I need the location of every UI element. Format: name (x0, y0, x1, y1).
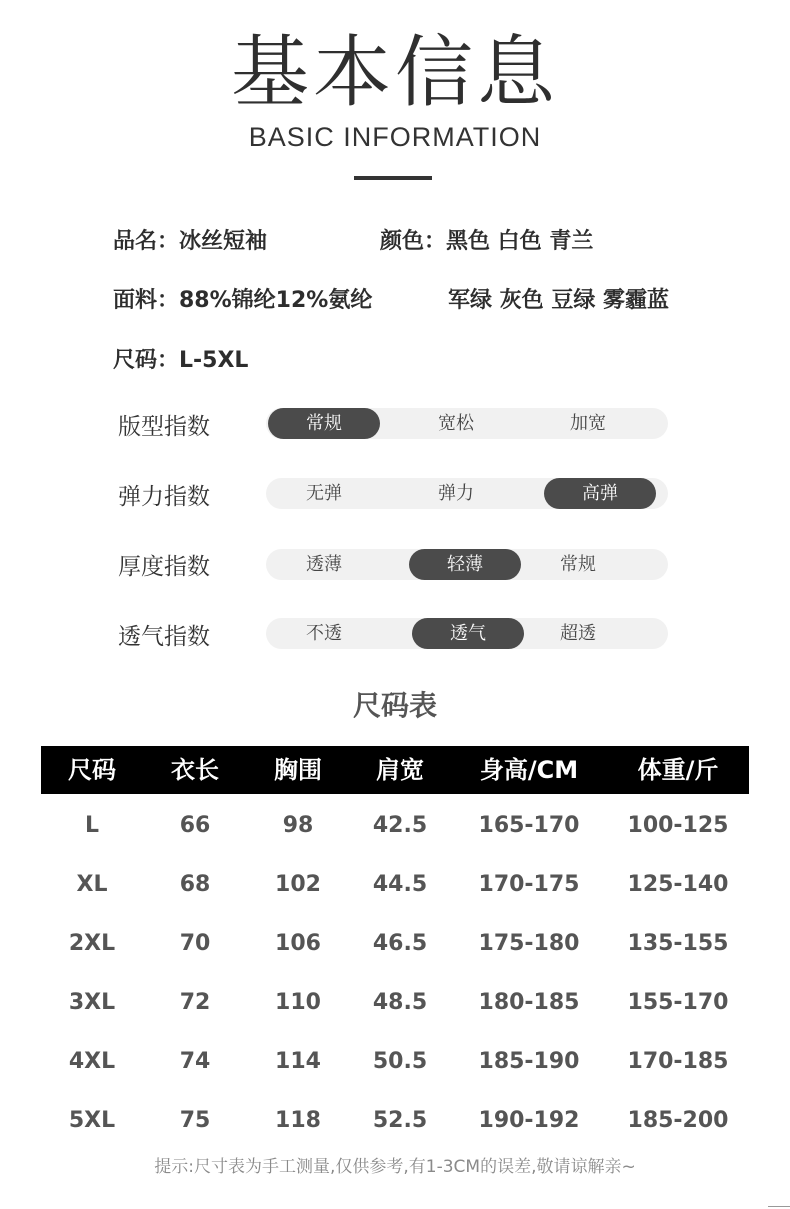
rating-label: 版型指数 (118, 414, 210, 440)
rating-option: 无弹 (306, 483, 342, 504)
table-cell: 114 (275, 1049, 321, 1074)
table-cell: 48.5 (372, 990, 428, 1015)
table-cell: 72 (179, 990, 211, 1015)
rating-label: 弹力指数 (118, 484, 210, 510)
table-cell: 165-170 (478, 813, 580, 838)
info-size-range: 尺码：L-5XL (113, 348, 249, 373)
table-cell: 44.5 (372, 872, 428, 897)
rating-label: 透气指数 (118, 624, 210, 650)
table-cell: 50.5 (372, 1049, 428, 1074)
rating-option: 加宽 (570, 413, 606, 434)
table-cell: 180-185 (478, 990, 580, 1015)
table-header-cell: 身高/CM (479, 756, 579, 784)
rating-track (266, 618, 668, 649)
info-colors-line-1: 颜色：黑色 白色 青兰 (380, 229, 594, 254)
info-product-name: 品名：冰丝短袖 (113, 229, 268, 254)
table-cell: XL (76, 872, 108, 897)
rating-label: 厚度指数 (118, 554, 210, 580)
table-cell: 70 (179, 931, 211, 956)
title-divider (354, 176, 432, 180)
table-cell: L (84, 813, 100, 838)
size-chart-title: 尺码表 (352, 689, 437, 722)
rating-option: 透薄 (306, 554, 342, 575)
table-cell: 75 (179, 1108, 211, 1133)
table-cell: 3XL (68, 990, 116, 1015)
table-header-cell: 尺码 (68, 756, 116, 784)
table-cell: 110 (275, 990, 321, 1015)
rating-option: 宽松 (438, 413, 474, 434)
size-table-header (41, 746, 749, 794)
rating-option-selected: 高弹 (544, 478, 656, 509)
table-cell: 102 (275, 872, 321, 897)
table-cell: 135-155 (627, 931, 729, 956)
table-cell: 185-190 (478, 1049, 580, 1074)
info-fabric: 面料：88%锦纶12%氨纶 (113, 288, 373, 313)
table-cell: 118 (275, 1108, 321, 1133)
info-colors-line-2: 军绿 灰色 豆绿 雾霾蓝 (448, 288, 669, 313)
table-header-cell: 体重/斤 (637, 756, 719, 784)
table-cell: 106 (275, 931, 321, 956)
rating-option-selected: 常规 (268, 408, 380, 439)
table-cell: 100-125 (627, 813, 729, 838)
table-cell: 155-170 (627, 990, 729, 1015)
size-chart-note: 提示:尺寸表为手工测量,仅供参考,有1-3CM的误差,敬请谅解亲~ (154, 1157, 636, 1177)
rating-option: 不透 (306, 623, 342, 644)
rating-option: 超透 (560, 623, 596, 644)
table-header-cell: 衣长 (171, 756, 219, 784)
page-title-cn: 基本信息 (230, 28, 559, 118)
corner-mark (768, 1206, 790, 1207)
table-header-cell: 肩宽 (376, 756, 424, 784)
table-cell: 46.5 (372, 931, 428, 956)
table-cell: 170-185 (627, 1049, 729, 1074)
page-title-en: BASIC INFORMATION (248, 122, 542, 152)
table-cell: 66 (179, 813, 211, 838)
table-cell: 190-192 (478, 1108, 580, 1133)
rating-option: 常规 (560, 554, 596, 575)
table-cell: 170-175 (478, 872, 580, 897)
rating-track (266, 549, 668, 580)
table-cell: 4XL (68, 1049, 116, 1074)
rating-track (266, 478, 668, 509)
table-cell: 5XL (68, 1108, 116, 1133)
table-cell: 52.5 (372, 1108, 428, 1133)
table-cell: 98 (282, 813, 314, 838)
table-header-cell: 胸围 (274, 756, 322, 784)
table-cell: 175-180 (478, 931, 580, 956)
rating-option: 弹力 (438, 483, 474, 504)
table-cell: 68 (179, 872, 211, 897)
table-cell: 74 (179, 1049, 211, 1074)
table-cell: 2XL (68, 931, 116, 956)
table-cell: 42.5 (372, 813, 428, 838)
rating-track (266, 408, 668, 439)
rating-option-selected: 透气 (412, 618, 524, 649)
rating-option-selected: 轻薄 (409, 549, 521, 580)
table-cell: 185-200 (627, 1108, 729, 1133)
table-cell: 125-140 (627, 872, 729, 897)
